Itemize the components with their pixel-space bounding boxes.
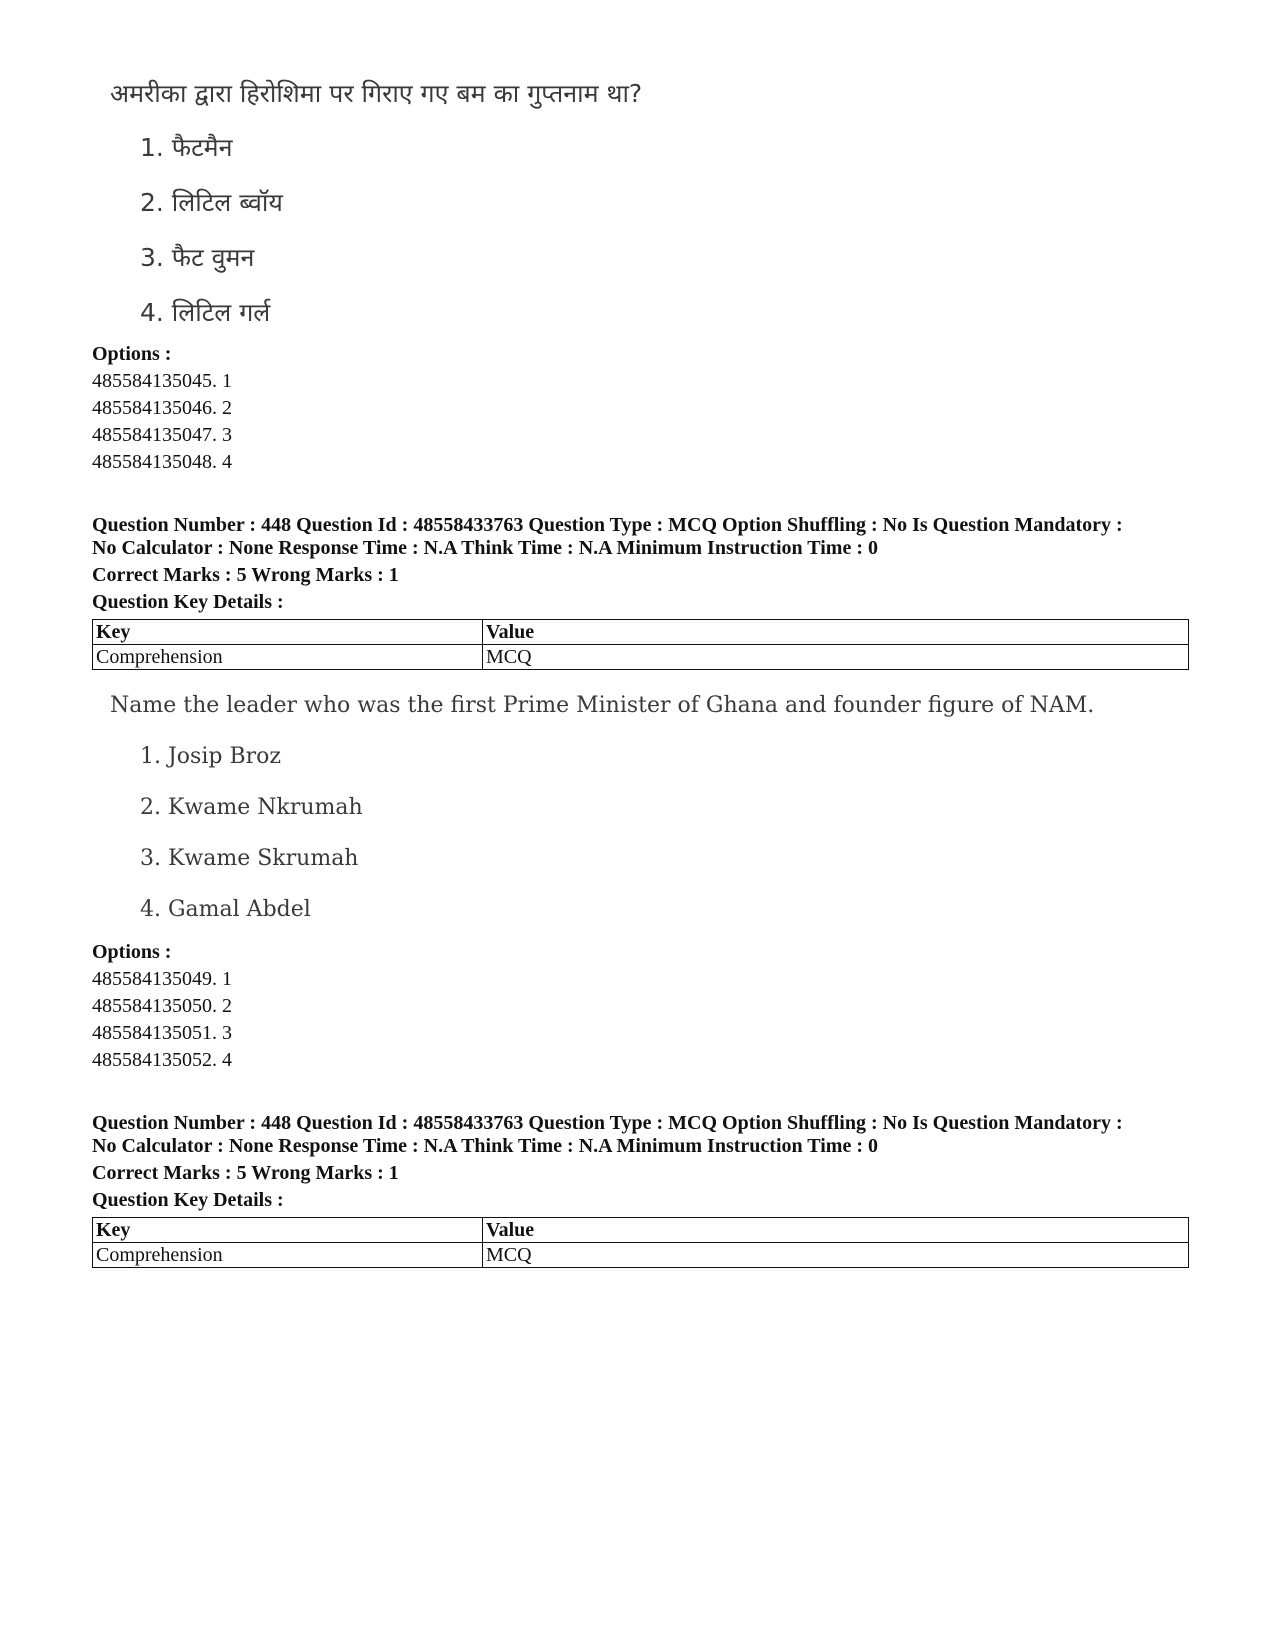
option-id-3: 485584135047. 3	[92, 424, 232, 446]
question-1-choice-4: 4. लिटिल गर्ल	[140, 298, 271, 327]
table-row	[93, 645, 1189, 670]
question-1-choice-3: 3. फैट वुमन	[140, 243, 255, 272]
table-cell-value: MCQ	[483, 1243, 1189, 1268]
table-header-row	[93, 620, 1189, 645]
options-label-2: Options :	[92, 941, 172, 963]
table-cell-key: Comprehension	[93, 645, 483, 670]
question-2-choice-1: 1. Josip Broz	[140, 744, 281, 769]
table-header-value: Value	[483, 1218, 1189, 1243]
table-header-row	[93, 1218, 1189, 1243]
question-meta-line-1: Question Number : 448 Question Id : 48558433763 Question Type : MCQ Option Shuffling : No Is Question Mandatory :	[92, 514, 1123, 536]
key-details-label-2: Question Key Details :	[92, 1189, 284, 1211]
key-details-table-1	[92, 619, 1189, 670]
question-meta-2	[92, 1112, 1192, 1158]
question-meta-line-2: No Calculator : None Response Time : N.A Think Time : N.A Minimum Instruction Time : 0	[92, 537, 878, 559]
key-details-label-1: Question Key Details :	[92, 591, 284, 613]
option-id-7: 485584135051. 3	[92, 1022, 232, 1044]
option-id-6: 485584135050. 2	[92, 995, 232, 1017]
key-details-table-2	[92, 1217, 1189, 1268]
question-2-text: Name the leader who was the first Prime Minister of Ghana and founder figure of NAM.	[110, 693, 1095, 718]
table-header-key: Key	[93, 1218, 483, 1243]
table-cell-key: Comprehension	[93, 1243, 483, 1268]
option-id-8: 485584135052. 4	[92, 1049, 232, 1071]
marks-1: Correct Marks : 5 Wrong Marks : 1	[92, 564, 399, 586]
question-meta-line-1: Question Number : 448 Question Id : 48558433763 Question Type : MCQ Option Shuffling : No Is Question Mandatory :	[92, 1112, 1123, 1134]
question-2-choice-4: 4. Gamal Abdel	[140, 897, 311, 922]
question-2-choice-2: 2. Kwame Nkrumah	[140, 795, 363, 820]
table-header-value: Value	[483, 620, 1189, 645]
question-1-text: अमरीका द्वारा हिरोशिमा पर गिराए गए बम का गुप्तनाम था?	[110, 79, 643, 108]
question-1-choice-1: 1. फैटमैन	[140, 133, 233, 162]
table-cell-value: MCQ	[483, 645, 1189, 670]
question-1-choice-2: 2. लिटिल ब्वॉय	[140, 188, 283, 217]
question-meta-line-2: No Calculator : None Response Time : N.A Think Time : N.A Minimum Instruction Time : 0	[92, 1135, 878, 1157]
table-row	[93, 1243, 1189, 1268]
option-id-1: 485584135045. 1	[92, 370, 232, 392]
table-header-key: Key	[93, 620, 483, 645]
options-label-1: Options :	[92, 343, 172, 365]
option-id-4: 485584135048. 4	[92, 451, 232, 473]
question-meta-1	[92, 514, 1192, 560]
question-2-choice-3: 3. Kwame Skrumah	[140, 846, 359, 871]
option-id-5: 485584135049. 1	[92, 968, 232, 990]
marks-2: Correct Marks : 5 Wrong Marks : 1	[92, 1162, 399, 1184]
option-id-2: 485584135046. 2	[92, 397, 232, 419]
